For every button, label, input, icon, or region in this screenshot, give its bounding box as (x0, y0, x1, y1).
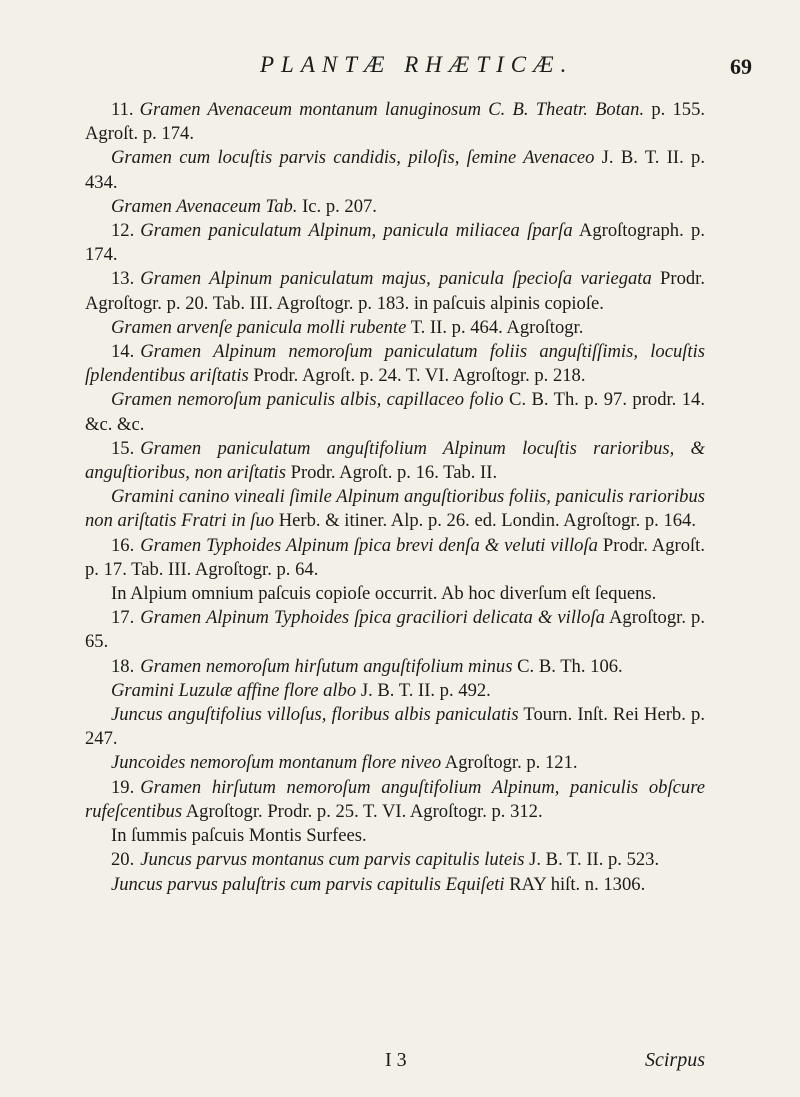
entry-paragraph (85, 848, 705, 872)
entry-paragraph (85, 751, 705, 775)
running-title: PLANTÆ RHÆTICÆ. (260, 52, 574, 77)
entry-number: 11. (111, 99, 134, 120)
entry-number: 15. (111, 437, 135, 459)
latin-name: Gramen paniculatum anguſtifolium Alpinum locuſtis rarioribus, & anguſtioribus, non ariſtatis (85, 437, 705, 484)
entry-paragraph (85, 388, 705, 436)
reference-text: Prodr. Agroſtogr. p. 20. Tab. III. Agroſtogr. p. 183. in paſcuis alpinis copioſe. (85, 268, 705, 314)
entry-number: 13. (111, 268, 135, 290)
entry-number: 12. (111, 220, 135, 242)
entry-number: 20. (111, 849, 135, 871)
latin-name: Theatr. Botan. (535, 99, 645, 120)
reference-text: RAY hiſt. n. 1306. (504, 873, 646, 895)
latin-name: Gramen Alpinum Typhoides ſpica graciliori delicata & villoſa (140, 607, 605, 629)
reference-text: Agroſtogr. p. 65. (85, 607, 706, 653)
entry (85, 655, 705, 776)
entry-paragraph (85, 316, 705, 340)
page-footer (0, 1049, 800, 1079)
entry-number: 19. (111, 776, 135, 798)
reference-text: Agroſtograph. p. 174. (85, 220, 706, 266)
entry-paragraph (85, 534, 705, 582)
reference-text: Herb. & itiner. Alp. p. 26. ed. Londin. Agroſtogr. p. 164. (274, 510, 697, 532)
reference-text: Prodr. Agroſt. p. 24. T. VI. Agroſtogr. p. 218. (248, 365, 586, 387)
latin-name: C. B. (488, 99, 536, 120)
entry-number: 18. (111, 655, 135, 677)
latin-name: Juncus anguſtifolius villoſus, floribus albis paniculatis (111, 704, 519, 726)
reference-text: p. 155. Agroſt. p. 174. (85, 99, 706, 145)
reference-text: J. B. T. II. p. 523. (524, 849, 660, 871)
entry-paragraph (85, 485, 705, 533)
signature-mark: I 3 (385, 1049, 407, 1071)
entry (85, 437, 705, 534)
reference-text: J. B. T. II. p. 492. (356, 679, 491, 701)
entry (85, 219, 705, 267)
latin-name: Juncus parvus montanus cum parvis capitulis luteis (140, 849, 525, 871)
entry (85, 776, 705, 849)
entry-paragraph (85, 703, 705, 751)
page-header (0, 52, 800, 92)
reference-text: Tourn. Inſt. Rei Herb. p. 247. (85, 704, 705, 750)
catchword: Scirpus (645, 1049, 705, 1071)
entry-paragraph (85, 606, 705, 654)
entry-paragraph (85, 267, 705, 315)
entry-paragraph (85, 195, 705, 219)
latin-name: Gramen cum locuſtis parvis candidis, piloſis, ſemine Avenaceo (111, 147, 595, 169)
latin-name: Gramen paniculatum Alpinum, panicula miliacea ſparſa (140, 220, 573, 242)
reference-text: In ſummis paſcuis Montis Surfees. (111, 825, 367, 847)
entry-paragraph (85, 655, 705, 679)
entry-number: 14. (111, 341, 135, 363)
entry (85, 267, 705, 340)
reference-text: C. B. Th. 106. (512, 655, 623, 677)
entry (85, 340, 705, 437)
latin-name: Gramen nemoroſum paniculis albis, capillaceo folio (111, 389, 504, 411)
latin-name: Gramini canino vineali ſimile Alpinum anguſtioribus foliis, paniculis rarioribus non ariſtatis Fratri in ſuo (85, 486, 705, 532)
latin-name: Juncus parvus paluſtris cum parvis capitulis Equiſeti (111, 873, 505, 895)
latin-name: Gramen Alpinum paniculatum majus, panicula ſpecioſa variegata (140, 268, 652, 290)
latin-name: Gramen Avenaceum montanum lanuginosum (139, 99, 489, 120)
latin-name: Juncoides nemoroſum montanum flore niveo (111, 752, 442, 774)
entry-paragraph (85, 219, 705, 267)
latin-name: Gramen hirſutum nemoroſum anguſtifolium Alpinum, paniculis obſcure rufeſcentibus (85, 776, 705, 822)
reference-text: T. II. p. 464. Agroſtogr. (406, 316, 584, 338)
page-number: 69 (730, 54, 752, 79)
entry-paragraph (85, 873, 705, 897)
reference-text: Agroſtogr. Prodr. p. 25. T. VI. Agroſtogr. p. 312. (182, 800, 543, 822)
entry (85, 606, 705, 654)
reference-text: C. B. Th. p. 97. prodr. 14. &c. &c. (85, 389, 705, 435)
reference-text: In Alpium omnium paſcuis copioſe occurrit. Ab hoc diverſum eſt ſequens. (111, 583, 657, 605)
reference-text: Agroſtogr. p. 121. (441, 752, 578, 774)
latin-name: Gramen arvenſe panicula molli rubente (111, 316, 407, 338)
entry-paragraph (85, 146, 705, 194)
reference-text: J. B. T. II. p. 434. (85, 147, 705, 193)
entry-paragraph (85, 776, 705, 824)
entry-paragraph (85, 98, 705, 146)
reference-text: Ic. p. 207. (297, 195, 377, 217)
latin-name: Gramen nemoroſum hirſutum anguſtifolium minus (140, 655, 513, 677)
entry (85, 848, 705, 896)
entry-paragraph (85, 340, 705, 388)
entry-paragraph (85, 437, 705, 485)
reference-text: Prodr. Agroſt. p. 16. Tab. II. (285, 462, 498, 484)
latin-name: Gramini Luzulæ affine flore albo (111, 679, 357, 701)
entry-paragraph (85, 824, 705, 848)
entry-number: 16. (111, 534, 135, 556)
entry-number: 17. (111, 607, 135, 629)
latin-name: Gramen Typhoides Alpinum ſpica brevi denſa & veluti villoſa (140, 534, 598, 556)
entry-paragraph (85, 679, 705, 703)
page-body (85, 98, 705, 897)
latin-name: Gramen Avenaceum Tab. (111, 195, 298, 217)
entry (85, 98, 705, 219)
entry-paragraph (85, 582, 705, 606)
entry (85, 534, 705, 607)
reference-text: Prodr. Agroſt. p. 17. Tab. III. Agroſtogr. p. 64. (85, 534, 705, 580)
latin-name: Gramen Alpinum nemoroſum paniculatum foliis anguſtiſſimis, locuſtis ſplendentibus ariſtatis (85, 341, 705, 387)
